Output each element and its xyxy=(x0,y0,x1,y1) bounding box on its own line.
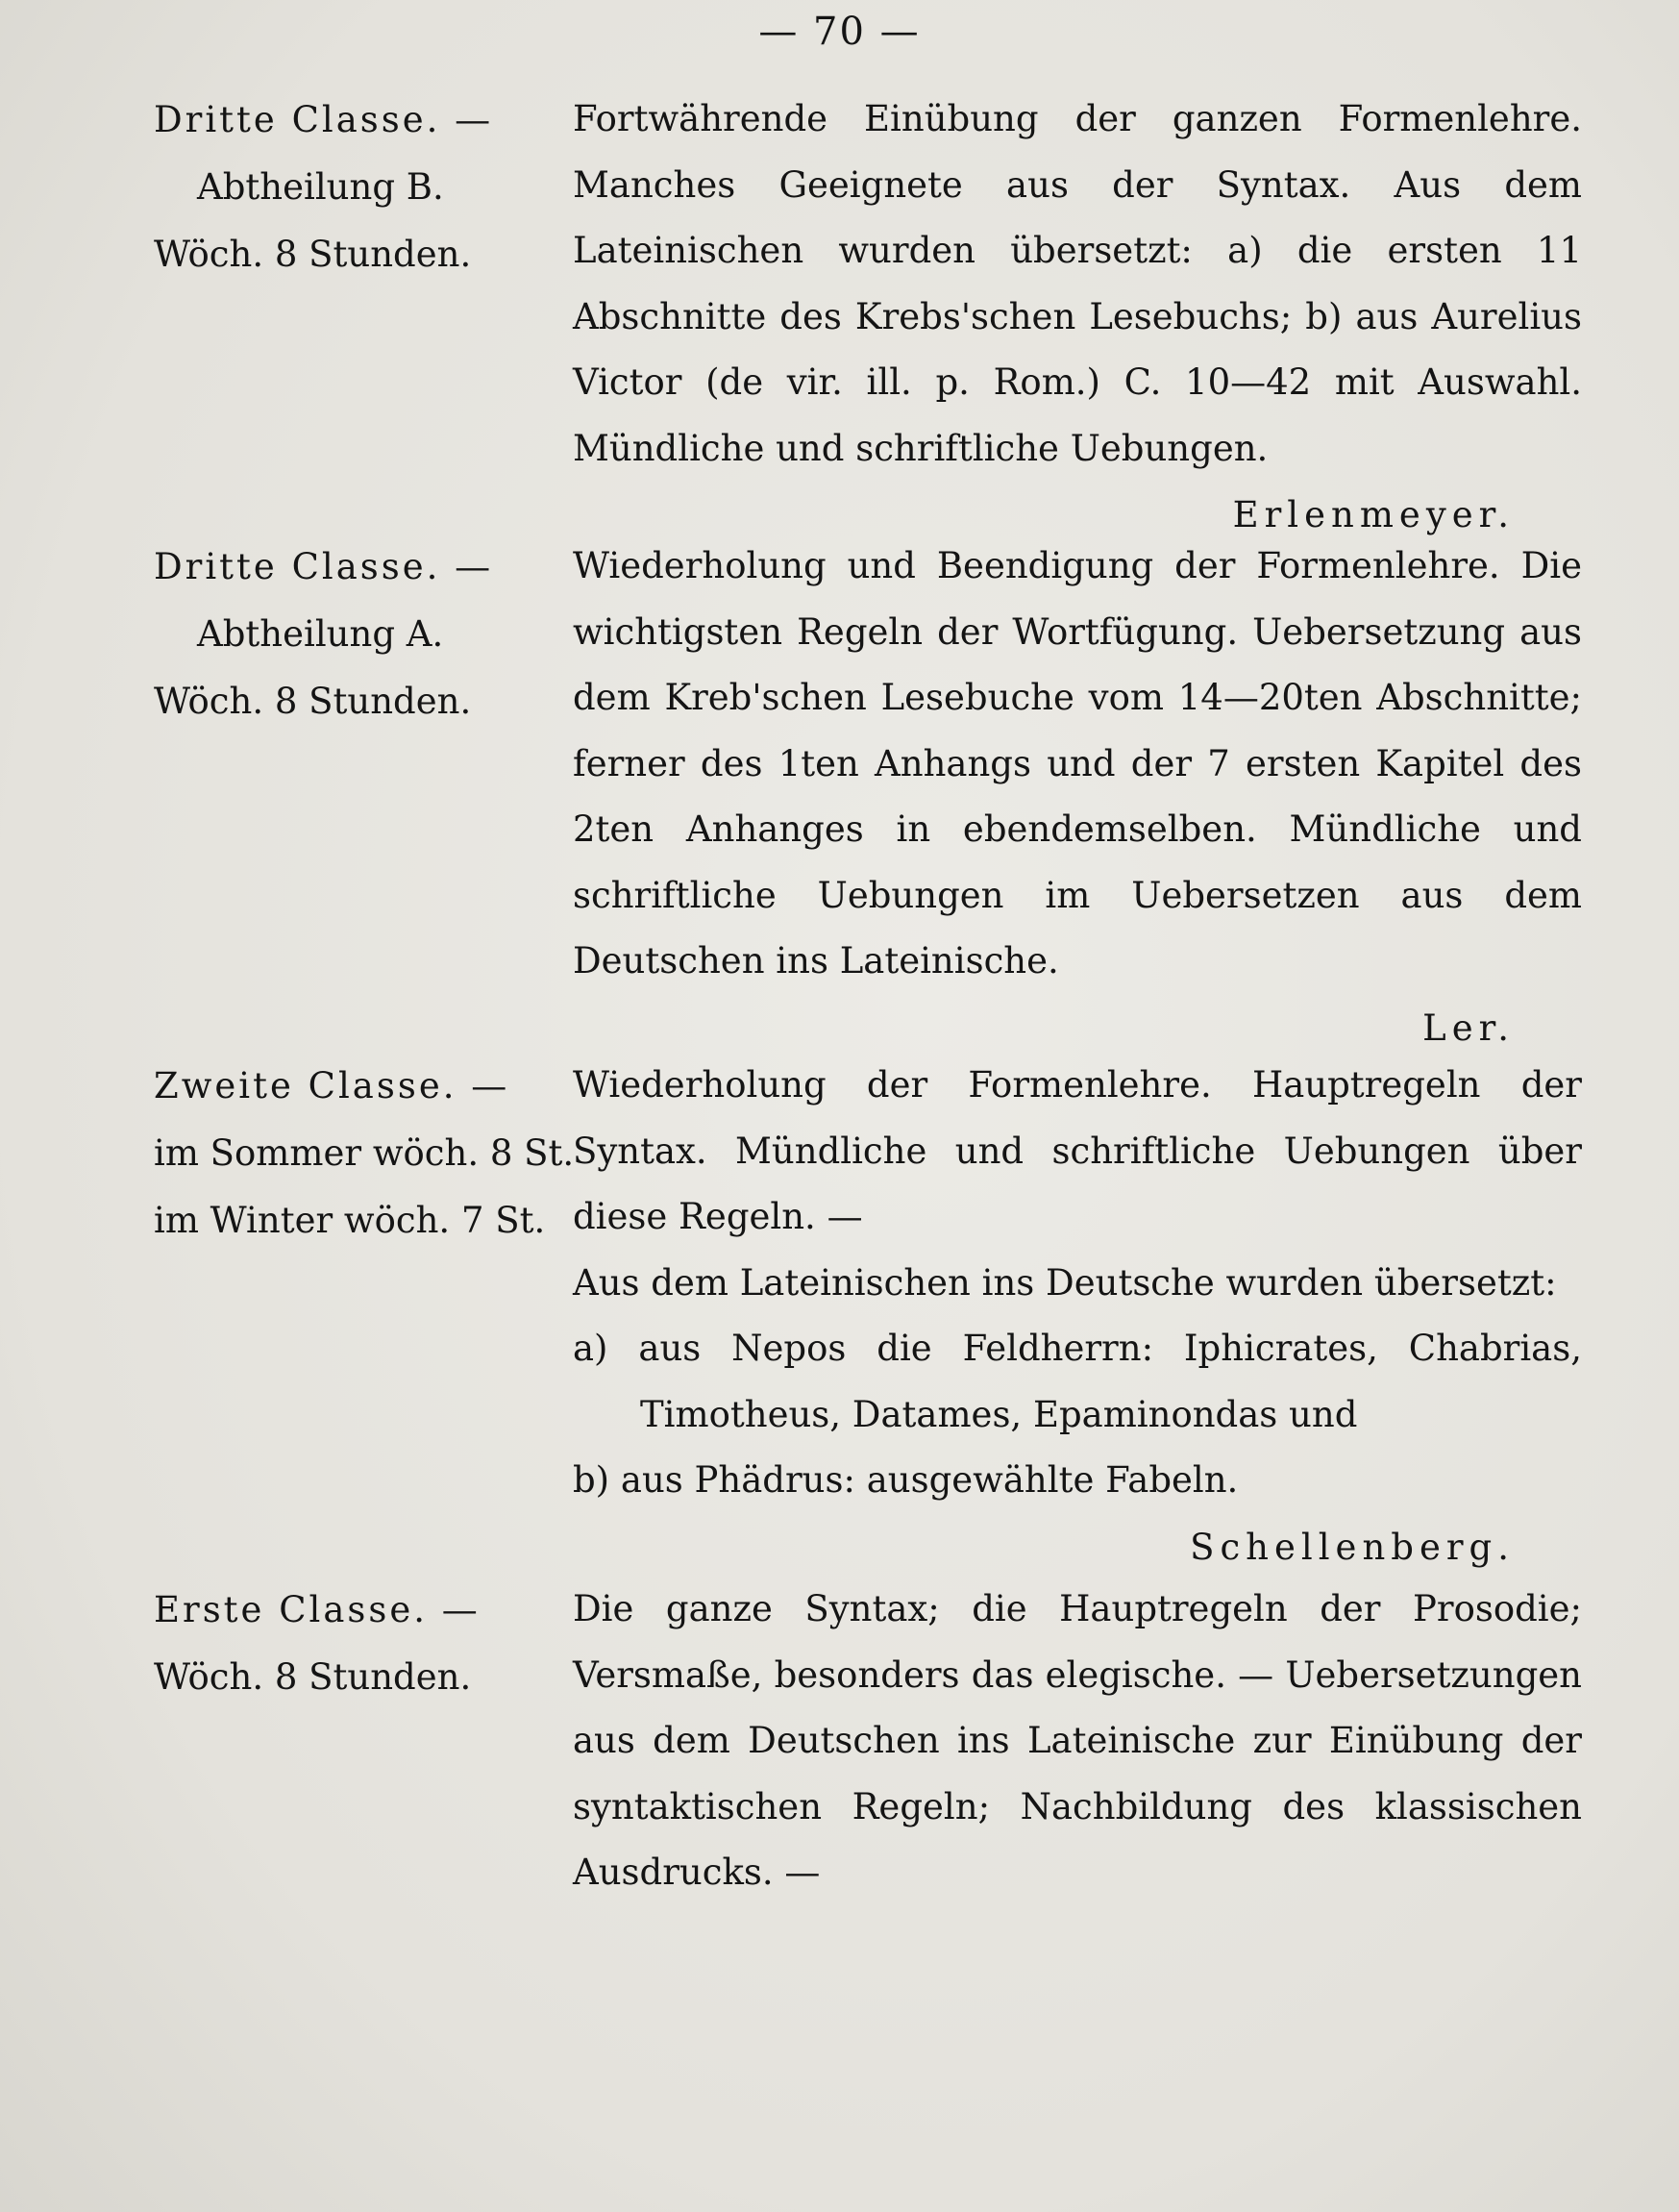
class-hours: Wöch. 8 Stunden. xyxy=(154,1656,472,1698)
translation-item-a: a) aus Nepos die Feldherrn: Iphicrates, Chabrias, Timotheus, Datames, Epaminondas und xyxy=(573,1328,1582,1435)
section-body xyxy=(573,1053,1582,1581)
page-number: — 70 — xyxy=(758,10,921,54)
class-title: Dritte Classe. — xyxy=(154,99,494,140)
class-division: Abtheilung B. xyxy=(197,166,444,208)
class-hours: Wöch. 8 Stunden. xyxy=(154,234,472,275)
class-hours: Wöch. 8 Stunden. xyxy=(154,681,472,722)
section-text: Fortwährende Einübung der ganzen Formenlehre. Manches Geeignete aus der Syntax. Aus dem Lateinischen wurden übersetzt: a) die ersten 11 Abschnitte des Krebs'schen Lesebuchs; b) aus Aurelius Victor (de vir. ill. p. Rom.) C. 10—42 mit Auswahl. Mündliche und schriftliche Uebungen. xyxy=(573,98,1582,469)
teacher-signature: Erlenmeyer. xyxy=(1232,494,1515,535)
teacher-signature: Schellenberg. xyxy=(1190,1526,1515,1568)
class-heading xyxy=(154,87,577,288)
teacher-signature: Ler. xyxy=(1422,1007,1515,1049)
class-summer-hours: im Sommer wöch. 8 St. xyxy=(154,1132,575,1174)
class-heading xyxy=(154,1053,577,1255)
class-winter-hours: im Winter wöch. 7 St. xyxy=(154,1200,546,1241)
class-title: Erste Classe. — xyxy=(154,1589,481,1630)
section-text: Wiederholung der Formenlehre. Hauptregeln der Syntax. Mündliche und schriftliche Uebungen über diese Regeln. — xyxy=(573,1064,1582,1237)
section-body xyxy=(573,1577,1582,1906)
class-title: Dritte Classe. — xyxy=(154,546,494,587)
class-heading xyxy=(154,534,577,735)
class-heading xyxy=(154,1577,577,1711)
section-text-translations: Aus dem Lateinischen ins Deutsche wurden übersetzt: xyxy=(573,1261,1557,1304)
translation-item-b: b) aus Phädrus: ausgewählte Fabeln. xyxy=(573,1459,1239,1501)
section-text: Die ganze Syntax; die Hauptregeln der Prosodie; Versmaße, besonders das elegische. — Uebersetzungen aus dem Deutschen ins Lateinische zur Einübung der syntaktischen Regeln; Nachbildung des klassischen Ausdrucks. — xyxy=(573,1588,1582,1893)
class-title: Zweite Classe. — xyxy=(154,1065,510,1106)
section-body xyxy=(573,87,1582,549)
section-text: Wiederholung und Beendigung der Formenlehre. Die wichtigsten Regeln der Wortfügung. Uebersetzung aus dem Kreb'schen Lesebuche vom 14—20ten Abschnitte; ferner des 1ten Anhangs und der 7 ersten Kapitel des 2ten Anhanges in ebendemselben. Mündliche und schriftliche Uebungen im Uebersetzen aus dem Deutschen ins Lateinische. xyxy=(573,545,1582,982)
class-division: Abtheilung A. xyxy=(197,613,444,655)
section-body xyxy=(573,534,1582,1062)
